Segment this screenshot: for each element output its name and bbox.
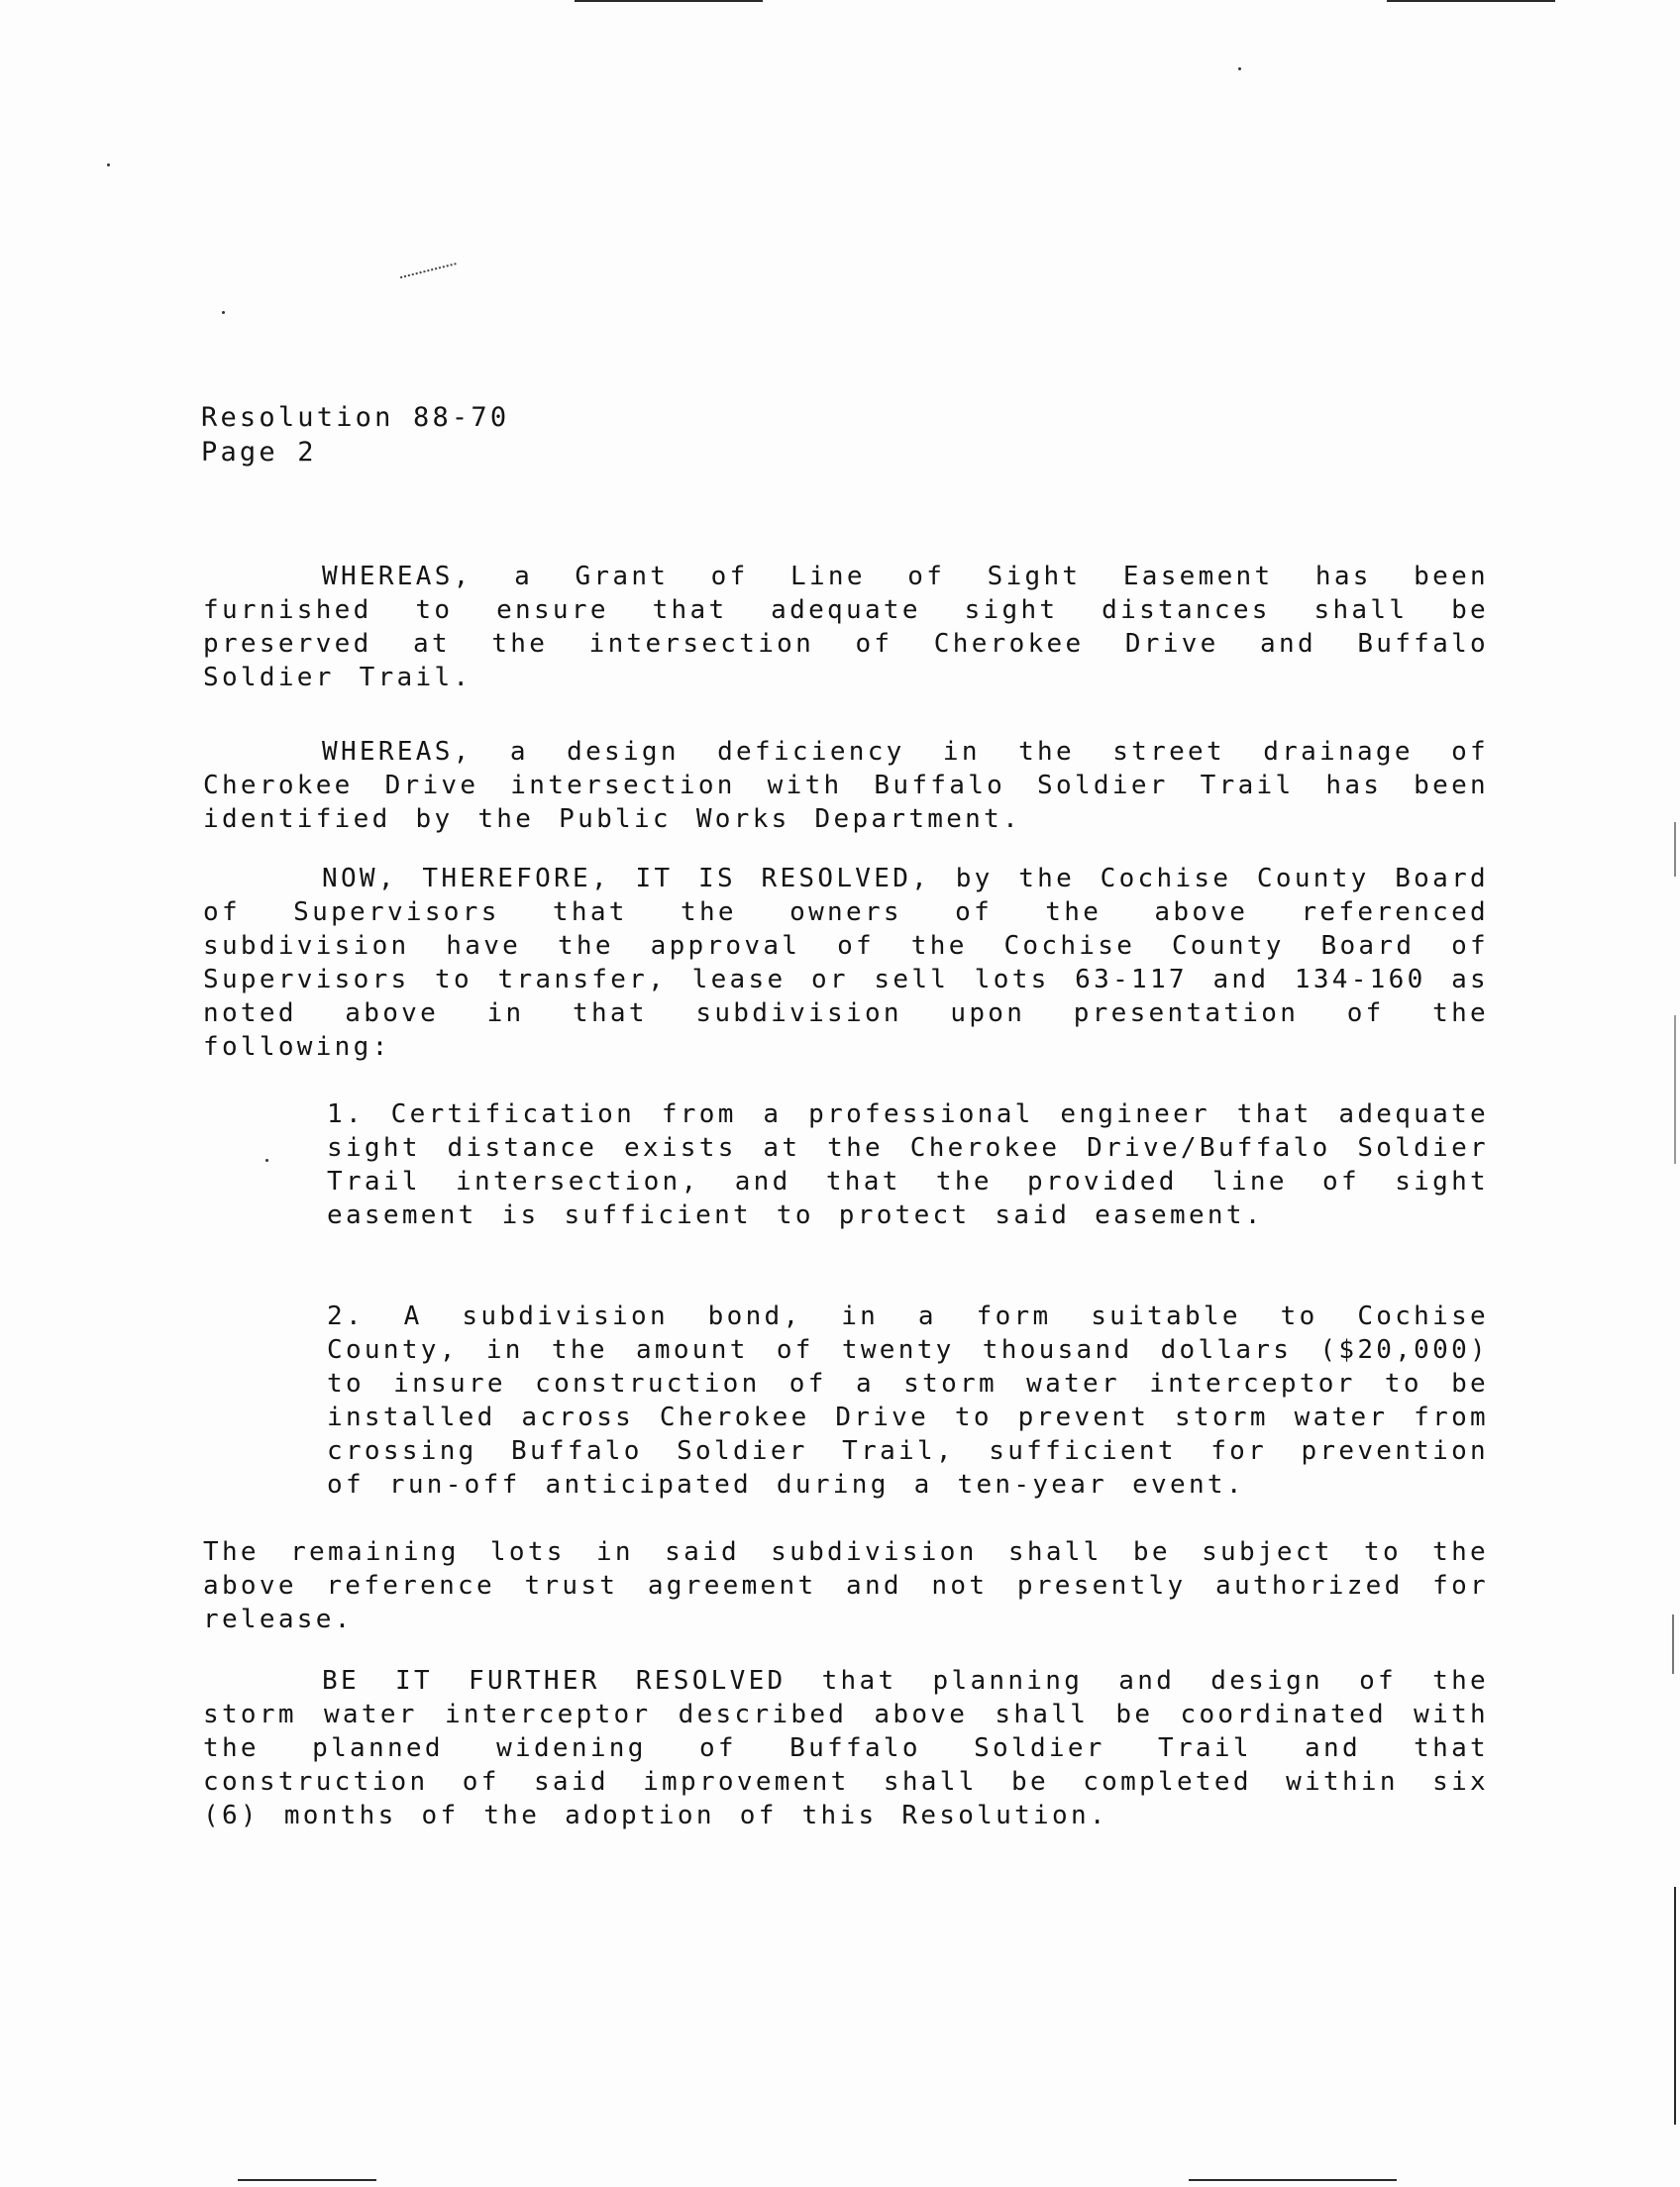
scan-edge-mark [1387,0,1555,2]
list-item-bond: 2. A subdivision bond, in a form suitable to Cochise County, in the amount of twenty thousand dollars ($20,000) to insure construction of a storm water interceptor to be installed across Cherokee Drive to prevent storm water from crossing Buffalo Soldier Trail, sufficient for prevention of run-off anticipated during a ten-year event. [327,1302,1489,1500]
scan-speck [265,1159,268,1162]
scan-speck [107,163,110,166]
resolution-number: Resolution 88-70 [201,402,510,433]
scan-speck [222,311,225,314]
scan-edge-mark [238,2179,376,2181]
whereas-paragraph-2: WHEREAS, a design deficiency in the street drainage of Cherokee Drive intersection with Buffalo Soldier Trail has been identified by the Public Works Department. [203,737,1489,834]
resolved-paragraph: NOW, THEREFORE, IT IS RESOLVED, by the Cochise County Board of Supervisors that the owners of the above referenced subdivision have the approval of the Cochise County Board of Supervisors to transfer, lease or sell lots 63-117 and 134-160 as noted above in that subdivision upon presentation of the following: [203,864,1489,1062]
scan-edge-mark [575,0,763,2]
document-header [201,400,509,469]
scan-edge-mark [1674,1015,1676,1164]
list-item-certification: 1. Certification from a professional engineer that adequate sight distance exists at the Cherokee Drive/Buffalo Soldier Trail intersection, and that the provided line of sight easement is sufficient to protect said easement. [327,1099,1489,1230]
scan-edge-mark [1674,1887,1676,2125]
scan-edge-mark [1672,1614,1674,1674]
further-resolved-paragraph: BE IT FURTHER RESOLVED that planning and design of the storm water interceptor described above shall be coordinated with the planned widening of Buffalo Soldier Trail and that construction of said improvement shall be completed within six (6) months of the adoption of this Resolution. [203,1666,1489,1830]
scan-speck [1238,67,1241,70]
whereas-paragraph-1: WHEREAS, a Grant of Line of Sight Easement has been furnished to ensure that adequate sight distances shall be preserved at the intersection of Cherokee Drive and Buffalo Soldier Trail. [203,562,1489,692]
remaining-lots-paragraph: The remaining lots in said subdivision shall be subject to the above reference trust agreement and not presently authorized for release. [203,1537,1489,1634]
scan-edge-mark [1674,822,1676,877]
page-number: Page 2 [201,437,317,468]
scan-mark [400,262,460,292]
scan-edge-mark [1189,2179,1397,2181]
